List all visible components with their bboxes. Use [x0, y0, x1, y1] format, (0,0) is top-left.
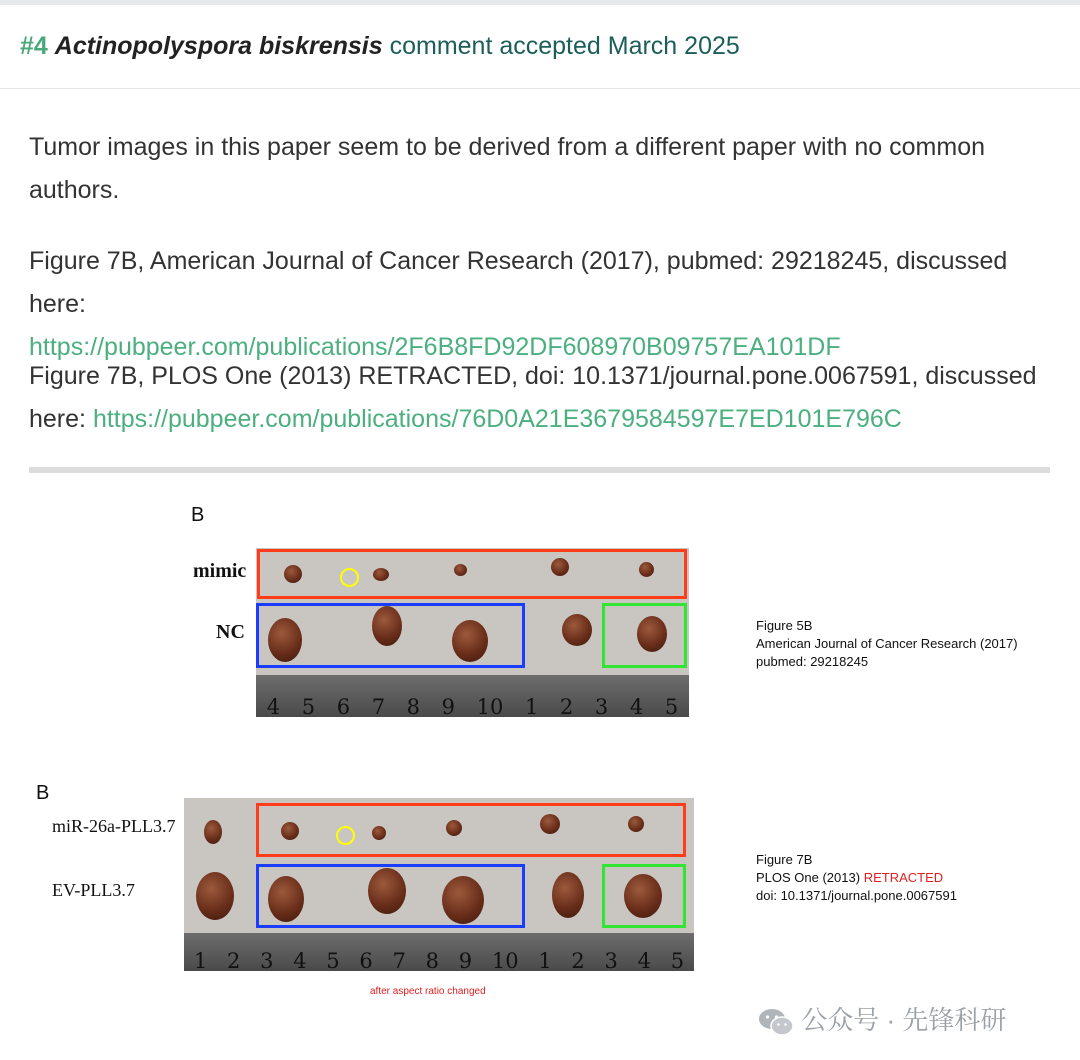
yellow-circle: [336, 826, 355, 845]
bottom-row2-label: EV-PLL3.7: [52, 880, 135, 900]
yellow-circle: [340, 568, 359, 587]
ruler-number: 2: [559, 695, 574, 717]
top-tumor-photo: [256, 548, 689, 717]
bottom-panel-letter: B: [36, 782, 50, 804]
comment-header: [0, 5, 1080, 89]
ruler-number: 1: [193, 949, 208, 971]
blue-box: [256, 603, 525, 668]
ruler-number: 4: [293, 949, 307, 971]
comment-author[interactable]: Actinopolyspora biskrensis: [54, 32, 383, 60]
ruler-number: 3: [594, 695, 609, 717]
top-ruler-numbers: [256, 695, 689, 717]
red-box: [257, 549, 687, 599]
bottom-caption-line3: doi: 10.1371/journal.pone.0067591: [756, 888, 957, 903]
blue-box: [256, 864, 525, 928]
ruler-number: 9: [458, 949, 473, 971]
bottom-ruler-numbers: [184, 949, 694, 971]
comment-paragraph-2: [29, 240, 1059, 369]
ruler-number: 7: [371, 695, 386, 717]
ruler-number: 5: [301, 695, 316, 717]
tumor: [562, 614, 592, 646]
pubpeer-link-1[interactable]: https://pubpeer.com/publications/2F6B8FD92DF608970B09757EA101DF: [29, 333, 841, 361]
pubpeer-link-2[interactable]: https://pubpeer.com/publications/76D0A21E3679584597E7ED101E796C: [92, 405, 902, 433]
ruler-number: 10: [491, 949, 519, 971]
ruler-number: 4: [637, 949, 652, 971]
watermark: [758, 1000, 1006, 1037]
ruler-number: 9: [441, 695, 456, 717]
bottom-caption-journal: PLOS One (2013): [756, 870, 861, 885]
ruler-number: 10: [476, 695, 504, 717]
top-ruler: [256, 675, 689, 717]
section-divider: [29, 467, 1050, 473]
tumor: [552, 872, 584, 918]
ruler-number: 6: [359, 949, 373, 971]
top-panel-letter: B: [191, 504, 205, 526]
top-row1-label: mimic: [193, 560, 247, 582]
comment-paragraph-3: [29, 355, 1059, 441]
ruler-number: 2: [571, 949, 585, 971]
top-caption-line3: pubmed: 29218245: [756, 654, 869, 669]
bottom-caption: [756, 851, 957, 905]
tumor: [196, 872, 234, 920]
ruler-number: 4: [629, 695, 644, 717]
bottom-caption-line2: [756, 869, 957, 887]
ruler-number: 4: [266, 695, 281, 717]
wechat-icon: [758, 1007, 794, 1037]
red-box: [256, 803, 686, 857]
top-row2-label: NC: [216, 621, 245, 643]
top-caption-line1: Figure 5B: [756, 618, 813, 633]
paragraph-3-text: Figure 7B, PLOS One (2013) RETRACTED, doi: 10.1371/journal.pone.0067591, discussed here:: [29, 362, 1037, 433]
retracted-label: RETRACTED: [863, 870, 944, 885]
ruler-number: 3: [604, 949, 618, 971]
bottom-ruler: [184, 933, 694, 971]
ruler-number: 3: [260, 949, 274, 971]
aspect-ratio-note: after aspect ratio changed: [370, 986, 486, 997]
ruler-number: 1: [524, 695, 539, 717]
bottom-row1-label: miR-26a-PLL3.7: [52, 816, 176, 836]
ruler-number: 8: [425, 949, 439, 971]
watermark-text: 公众号 · 先锋科研: [801, 1005, 1007, 1035]
comment-header-title: [20, 32, 740, 61]
comment-number[interactable]: #4: [20, 32, 48, 60]
ruler-number: 2: [226, 949, 241, 971]
ruler-number: 5: [670, 949, 685, 971]
bottom-caption-line1: Figure 7B: [756, 852, 813, 867]
comment-status: comment accepted March 2025: [389, 32, 740, 60]
ruler-number: 5: [326, 949, 340, 971]
ruler-number: 5: [664, 695, 679, 717]
bottom-tumor-photo: [184, 798, 694, 971]
tumor: [204, 820, 222, 844]
ruler-number: 6: [336, 695, 351, 717]
paragraph-2-text: Figure 7B, American Journal of Cancer Research (2017), pubmed: 29218245, discussed here:: [29, 247, 1008, 318]
top-caption-line2: American Journal of Cancer Research (2017): [756, 636, 1018, 651]
ruler-number: 1: [538, 949, 552, 971]
ruler-number: 7: [392, 949, 406, 971]
green-box: [602, 864, 686, 928]
comment-paragraph-1: Tumor images in this paper seem to be derived from a different paper with no common authors.: [29, 133, 986, 204]
ruler-number: 8: [406, 695, 421, 717]
top-caption: [756, 617, 1018, 671]
green-box: [602, 603, 687, 668]
